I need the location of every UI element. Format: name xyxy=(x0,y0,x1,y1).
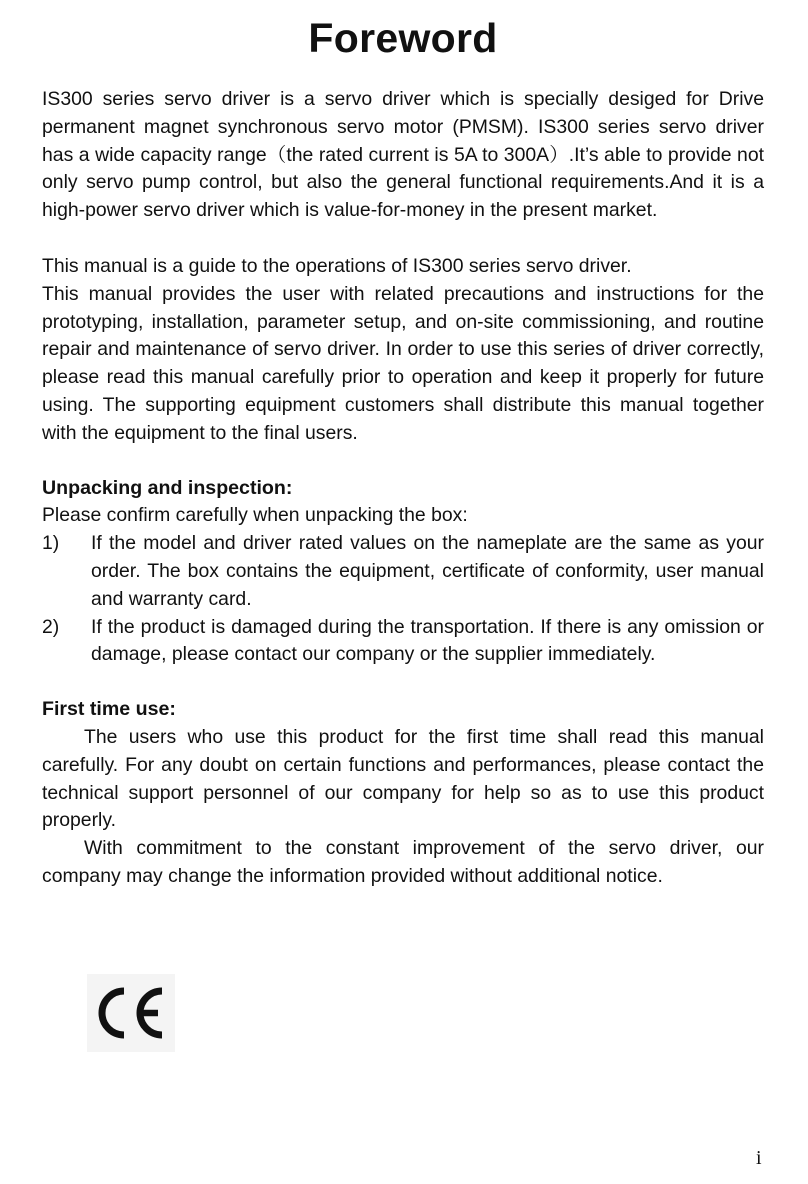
first-use-heading: First time use: xyxy=(42,698,176,721)
unpacking-heading: Unpacking and inspection: xyxy=(42,476,293,499)
list-item-number: 1) xyxy=(42,532,60,555)
unpacking-list xyxy=(42,530,764,669)
guide-line: This manual is a guide to the operations of IS300 series servo driver. xyxy=(42,254,632,277)
first-use-paragraph: With commitment to the constant improvement of the servo driver, our company may change the information provided without additional notice. xyxy=(42,837,764,887)
guide-paragraph: This manual provides the user with related precautions and instructions for the prototyping, installation, parameter setup, and on-site commissioning, and routine repair and maintenance of servo driver. In order to use this series of driver correctly, please read this manual carefully prior to operation and keep it properly for future using. The supporting equipment customers shall distribute this manual together with the equipment to the final users. xyxy=(42,282,764,444)
list-item xyxy=(42,530,764,613)
foreword-page xyxy=(42,14,764,891)
first-use-paragraph: The users who use this product for the first time shall read this manual carefully. For any doubt on certain functions and performances, please contact the technical support personnel of our company for help so as to use this product properly. xyxy=(42,725,764,832)
page-title: Foreword xyxy=(308,15,498,61)
page-number: i xyxy=(756,1147,762,1169)
list-item-number: 2) xyxy=(42,615,60,638)
list-item-text: If the model and driver rated values on the nameplate are the same as your order. The box contains the equipment, certificate of conformity, user manual and warranty card. xyxy=(91,532,764,610)
ce-mark-icon xyxy=(87,974,175,1052)
intro-paragraph: IS300 series servo driver is a servo driver which is specially desiged for Drive permanent magnet synchronous servo motor (PMSM). IS300 series servo driver has a wide capacity range（the rated current is 5A to 300A）.It’s able to provide not only servo pump control, but also the general functional requirements.And it is a high-power servo driver which is value-for-money in the present market. xyxy=(42,88,764,222)
list-item xyxy=(42,614,764,670)
manual-guide-section xyxy=(42,253,764,448)
unpacking-lead: Please confirm carefully when unpacking the box: xyxy=(42,504,468,527)
list-item-text: If the product is damaged during the transportation. If there is any omission or damage, please contact our company or the supplier immediately. xyxy=(91,615,764,666)
